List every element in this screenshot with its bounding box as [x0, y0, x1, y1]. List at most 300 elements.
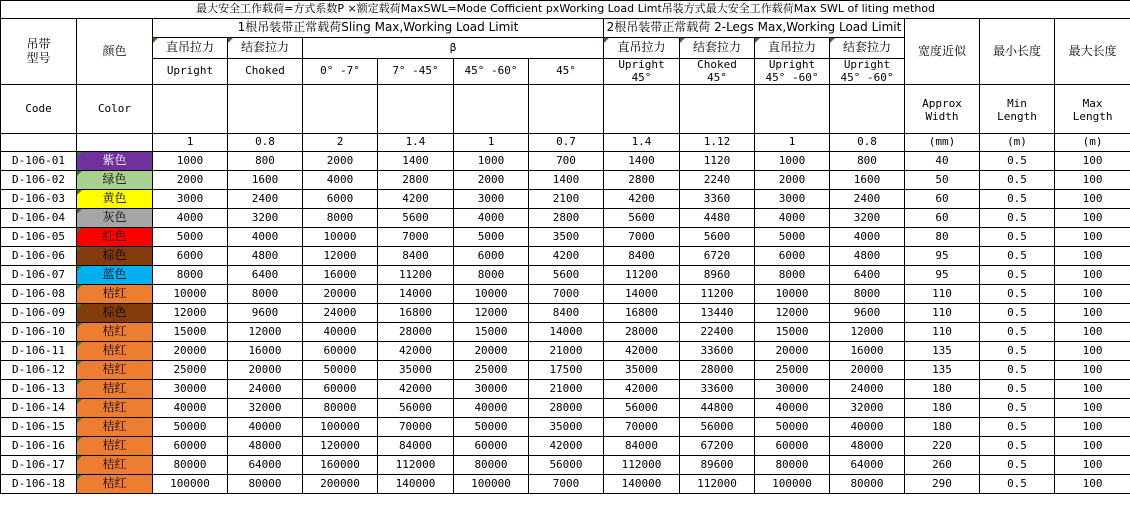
width-cell: 60: [905, 190, 980, 209]
color-swatch-cell: 桔红: [77, 361, 153, 380]
load-value-cell: 7000: [604, 228, 680, 247]
color-swatch-cell: 黄色: [77, 190, 153, 209]
load-value-cell: 20000: [830, 361, 905, 380]
table-row: [1, 437, 1130, 456]
load-value-cell: 24000: [228, 380, 303, 399]
load-value-cell: 56000: [680, 418, 755, 437]
load-value-cell: 112000: [680, 475, 755, 494]
width-cell: 110: [905, 323, 980, 342]
min-length-cell: 0.5: [980, 247, 1055, 266]
max-length-cell: 100: [1055, 266, 1130, 285]
load-value-cell: 80000: [303, 399, 378, 418]
load-value-cell: 4800: [228, 247, 303, 266]
table-row: [1, 266, 1130, 285]
load-value-cell: 80000: [153, 456, 228, 475]
double-choked-header-cn: 结套拉力: [680, 38, 755, 59]
max-length-cell: 100: [1055, 247, 1130, 266]
load-value-cell: 2000: [454, 171, 529, 190]
load-value-cell: 8400: [529, 304, 604, 323]
load-value-cell: 8000: [454, 266, 529, 285]
table-row: [1, 152, 1130, 171]
load-value-cell: 30000: [153, 380, 228, 399]
empty-header-cell: [303, 85, 378, 134]
load-value-cell: 1120: [680, 152, 755, 171]
load-value-cell: 6400: [228, 266, 303, 285]
min-length-cell: 0.5: [980, 209, 1055, 228]
width-cell: 180: [905, 399, 980, 418]
load-value-cell: 42000: [378, 342, 454, 361]
empty-header-cell: [755, 85, 830, 134]
double-choked2-header-cn: 结套拉力: [830, 38, 905, 59]
factor-cell: 1: [755, 134, 830, 152]
load-value-cell: 5600: [378, 209, 454, 228]
load-value-cell: 40000: [303, 323, 378, 342]
empty-header-cell: [604, 85, 680, 134]
load-value-cell: 2800: [529, 209, 604, 228]
single-upright-header-cn: 直吊拉力: [153, 38, 228, 59]
load-value-cell: 112000: [378, 456, 454, 475]
code-cell: D-106-17: [1, 456, 77, 475]
load-value-cell: 3500: [529, 228, 604, 247]
load-value-cell: 5000: [755, 228, 830, 247]
max-length-cell: 100: [1055, 437, 1130, 456]
table-row: [1, 361, 1130, 380]
load-value-cell: 100000: [153, 475, 228, 494]
load-value-cell: 4200: [378, 190, 454, 209]
load-value-cell: 21000: [529, 380, 604, 399]
color-swatch-cell: 蓝色: [77, 266, 153, 285]
load-value-cell: 56000: [604, 399, 680, 418]
unit-cell: (m): [980, 134, 1055, 152]
width-cell: 180: [905, 418, 980, 437]
min-length-cell: 0.5: [980, 437, 1055, 456]
single-choked-header-en: Choked: [228, 59, 303, 85]
table-row: [1, 475, 1130, 494]
load-value-cell: 4000: [303, 171, 378, 190]
load-value-cell: 42000: [604, 380, 680, 399]
load-value-cell: 50000: [303, 361, 378, 380]
load-value-cell: 100000: [303, 418, 378, 437]
load-value-cell: 16000: [830, 342, 905, 361]
load-value-cell: 6000: [454, 247, 529, 266]
load-value-cell: 10000: [303, 228, 378, 247]
load-value-cell: 112000: [604, 456, 680, 475]
load-value-cell: 8000: [755, 266, 830, 285]
title-row: [1, 1, 1130, 19]
load-value-cell: 15000: [755, 323, 830, 342]
load-value-cell: 2800: [604, 171, 680, 190]
load-value-cell: 60000: [303, 380, 378, 399]
load-value-cell: 80000: [755, 456, 830, 475]
max-length-cell: 100: [1055, 152, 1130, 171]
load-value-cell: 2240: [680, 171, 755, 190]
load-value-cell: 28000: [378, 323, 454, 342]
table-row: [1, 323, 1130, 342]
load-value-cell: 10000: [153, 285, 228, 304]
min-length-cell: 0.5: [980, 475, 1055, 494]
factor-cell: 1.4: [378, 134, 454, 152]
width-cell: 220: [905, 437, 980, 456]
load-value-cell: 12000: [830, 323, 905, 342]
factor-cell: 0.7: [529, 134, 604, 152]
load-value-cell: 14000: [604, 285, 680, 304]
factor-cell: 1.4: [604, 134, 680, 152]
color-header-cn: 颜色: [77, 19, 153, 85]
load-value-cell: 6000: [153, 247, 228, 266]
code-cell: D-106-14: [1, 399, 77, 418]
load-value-cell: 1400: [529, 171, 604, 190]
table-row: [1, 399, 1130, 418]
load-value-cell: 11200: [378, 266, 454, 285]
min-length-cell: 0.5: [980, 418, 1055, 437]
width-cell: 110: [905, 304, 980, 323]
load-value-cell: 25000: [454, 361, 529, 380]
load-value-cell: 12000: [303, 247, 378, 266]
table-row: [1, 209, 1130, 228]
factor-cell: 0.8: [228, 134, 303, 152]
load-value-cell: 8000: [303, 209, 378, 228]
code-cell: D-106-01: [1, 152, 77, 171]
code-cell: D-106-08: [1, 285, 77, 304]
load-value-cell: 10000: [454, 285, 529, 304]
load-value-cell: 30000: [454, 380, 529, 399]
load-value-cell: 2000: [153, 171, 228, 190]
load-value-cell: 2000: [755, 171, 830, 190]
load-value-cell: 4000: [755, 209, 830, 228]
load-value-cell: 2400: [830, 190, 905, 209]
load-value-cell: 1600: [228, 171, 303, 190]
load-value-cell: 44800: [680, 399, 755, 418]
load-value-cell: 42000: [378, 380, 454, 399]
header-row-4: [1, 85, 1130, 134]
load-value-cell: 40000: [228, 418, 303, 437]
load-value-cell: 100000: [755, 475, 830, 494]
load-value-cell: 35000: [378, 361, 454, 380]
code-cell: D-106-18: [1, 475, 77, 494]
code-cell: D-106-06: [1, 247, 77, 266]
code-cell: D-106-04: [1, 209, 77, 228]
load-value-cell: 32000: [830, 399, 905, 418]
double-choked-header-en: Choked 45°: [680, 59, 755, 85]
load-value-cell: 3000: [755, 190, 830, 209]
color-swatch-cell: 桔红: [77, 342, 153, 361]
min-length-cell: 0.5: [980, 152, 1055, 171]
load-value-cell: 4000: [153, 209, 228, 228]
load-value-cell: 10000: [755, 285, 830, 304]
color-swatch-cell: 红色: [77, 228, 153, 247]
load-value-cell: 20000: [755, 342, 830, 361]
load-value-cell: 8000: [228, 285, 303, 304]
code-cell: D-106-13: [1, 380, 77, 399]
empty-factor-cell: [1, 134, 77, 152]
color-swatch-cell: 桔红: [77, 323, 153, 342]
min-length-cell: 0.5: [980, 380, 1055, 399]
double-choked2-header-en: Upright 45° -60°: [830, 59, 905, 85]
max-length-cell: 100: [1055, 399, 1130, 418]
load-value-cell: 800: [228, 152, 303, 171]
load-value-cell: 120000: [303, 437, 378, 456]
table-row: [1, 228, 1130, 247]
load-value-cell: 6000: [303, 190, 378, 209]
max-length-cell: 100: [1055, 228, 1130, 247]
load-value-cell: 100000: [454, 475, 529, 494]
table-row: [1, 456, 1130, 475]
color-swatch-cell: 桔红: [77, 456, 153, 475]
load-value-cell: 2000: [303, 152, 378, 171]
load-value-cell: 28000: [604, 323, 680, 342]
empty-header-cell: [529, 85, 604, 134]
code-cell: D-106-12: [1, 361, 77, 380]
double-upright-header-en: Upright 45°: [604, 59, 680, 85]
width-header-en: Approx Width: [905, 85, 980, 134]
load-value-cell: 5600: [680, 228, 755, 247]
color-swatch-cell: 桔红: [77, 475, 153, 494]
min-length-header-en: Min Length: [980, 85, 1055, 134]
load-value-cell: 80000: [830, 475, 905, 494]
load-value-cell: 1000: [454, 152, 529, 171]
two-legs-group-header: 2根吊装带正常载荷 2-Legs Max,Working Load Limit: [604, 19, 905, 38]
width-cell: 80: [905, 228, 980, 247]
max-length-cell: 100: [1055, 190, 1130, 209]
load-value-cell: 22400: [680, 323, 755, 342]
max-length-cell: 100: [1055, 475, 1130, 494]
width-cell: 290: [905, 475, 980, 494]
load-value-cell: 5600: [529, 266, 604, 285]
load-value-cell: 25000: [153, 361, 228, 380]
max-length-header-en: Max Length: [1055, 85, 1130, 134]
double-upright2-header-cn: 直吊拉力: [755, 38, 830, 59]
load-value-cell: 60000: [303, 342, 378, 361]
load-value-cell: 28000: [529, 399, 604, 418]
width-cell: 95: [905, 266, 980, 285]
width-cell: 110: [905, 285, 980, 304]
color-swatch-cell: 灰色: [77, 209, 153, 228]
header-row-1: [1, 19, 1130, 38]
model-header-cn: 吊带 型号: [1, 19, 77, 85]
load-value-cell: 50000: [454, 418, 529, 437]
load-value-cell: 140000: [378, 475, 454, 494]
load-value-cell: 8400: [604, 247, 680, 266]
load-value-cell: 8400: [378, 247, 454, 266]
color-swatch-cell: 桔红: [77, 399, 153, 418]
load-value-cell: 8960: [680, 266, 755, 285]
load-value-cell: 12000: [153, 304, 228, 323]
load-value-cell: 4200: [604, 190, 680, 209]
load-value-cell: 6000: [755, 247, 830, 266]
factor-row: [1, 134, 1130, 152]
beta-header: β: [303, 38, 604, 59]
table-row: [1, 190, 1130, 209]
width-cell: 260: [905, 456, 980, 475]
load-value-cell: 70000: [604, 418, 680, 437]
min-length-cell: 0.5: [980, 228, 1055, 247]
max-length-cell: 100: [1055, 342, 1130, 361]
load-value-cell: 25000: [755, 361, 830, 380]
load-value-cell: 60000: [755, 437, 830, 456]
color-swatch-cell: 桔红: [77, 437, 153, 456]
load-value-cell: 1000: [153, 152, 228, 171]
load-value-cell: 7000: [529, 285, 604, 304]
color-swatch-cell: 桔红: [77, 418, 153, 437]
double-upright-header-cn: 直吊拉力: [604, 38, 680, 59]
load-value-cell: 8000: [830, 285, 905, 304]
load-value-cell: 12000: [454, 304, 529, 323]
min-length-cell: 0.5: [980, 361, 1055, 380]
load-value-cell: 11200: [604, 266, 680, 285]
load-value-cell: 800: [830, 152, 905, 171]
load-value-cell: 20000: [454, 342, 529, 361]
max-length-cell: 100: [1055, 361, 1130, 380]
load-value-cell: 1400: [378, 152, 454, 171]
load-value-cell: 12000: [228, 323, 303, 342]
code-cell: D-106-10: [1, 323, 77, 342]
max-length-cell: 100: [1055, 380, 1130, 399]
empty-header-cell: [454, 85, 529, 134]
code-header-en: Code: [1, 85, 77, 134]
load-value-cell: 20000: [303, 285, 378, 304]
load-value-cell: 5000: [153, 228, 228, 247]
color-swatch-cell: 紫色: [77, 152, 153, 171]
load-value-cell: 5000: [454, 228, 529, 247]
load-value-cell: 2100: [529, 190, 604, 209]
load-value-cell: 33600: [680, 342, 755, 361]
load-value-cell: 9600: [830, 304, 905, 323]
load-value-cell: 11200: [680, 285, 755, 304]
load-value-cell: 700: [529, 152, 604, 171]
table-row: [1, 247, 1130, 266]
max-length-cell: 100: [1055, 171, 1130, 190]
width-cell: 50: [905, 171, 980, 190]
load-value-cell: 84000: [378, 437, 454, 456]
load-value-cell: 28000: [680, 361, 755, 380]
code-cell: D-106-16: [1, 437, 77, 456]
load-value-cell: 13440: [680, 304, 755, 323]
width-cell: 40: [905, 152, 980, 171]
load-value-cell: 48000: [830, 437, 905, 456]
load-value-cell: 30000: [755, 380, 830, 399]
load-value-cell: 6720: [680, 247, 755, 266]
load-value-cell: 80000: [228, 475, 303, 494]
load-value-cell: 1600: [830, 171, 905, 190]
double-upright2-header-en: Upright 45° -60°: [755, 59, 830, 85]
load-value-cell: 67200: [680, 437, 755, 456]
load-value-cell: 4480: [680, 209, 755, 228]
load-value-cell: 12000: [755, 304, 830, 323]
load-value-cell: 16800: [378, 304, 454, 323]
load-value-cell: 140000: [604, 475, 680, 494]
max-length-cell: 100: [1055, 456, 1130, 475]
color-swatch-cell: 桔红: [77, 380, 153, 399]
load-value-cell: 3200: [830, 209, 905, 228]
code-cell: D-106-05: [1, 228, 77, 247]
color-header-en: Color: [77, 85, 153, 134]
angle-header-2: 7° -45°: [378, 59, 454, 85]
load-value-cell: 21000: [529, 342, 604, 361]
table-body: [1, 1, 1130, 494]
load-value-cell: 16800: [604, 304, 680, 323]
factor-cell: 0.8: [830, 134, 905, 152]
factor-cell: 1.12: [680, 134, 755, 152]
load-value-cell: 70000: [378, 418, 454, 437]
width-cell: 180: [905, 380, 980, 399]
load-value-cell: 15000: [153, 323, 228, 342]
max-length-cell: 100: [1055, 304, 1130, 323]
width-cell: 60: [905, 209, 980, 228]
empty-factor-cell: [77, 134, 153, 152]
max-length-cell: 100: [1055, 285, 1130, 304]
load-value-cell: 40000: [454, 399, 529, 418]
factor-cell: 2: [303, 134, 378, 152]
load-value-cell: 6400: [830, 266, 905, 285]
min-length-cell: 0.5: [980, 190, 1055, 209]
single-sling-group-header: 1根吊装带正常载荷Sling Max,Working Load Limit: [153, 19, 604, 38]
load-value-cell: 14000: [529, 323, 604, 342]
load-value-cell: 56000: [529, 456, 604, 475]
unit-cell: (m): [1055, 134, 1130, 152]
table-row: [1, 418, 1130, 437]
load-value-cell: 35000: [529, 418, 604, 437]
load-value-cell: 40000: [755, 399, 830, 418]
min-length-cell: 0.5: [980, 342, 1055, 361]
code-cell: D-106-07: [1, 266, 77, 285]
min-length-cell: 0.5: [980, 285, 1055, 304]
table-row: [1, 380, 1130, 399]
width-cell: 95: [905, 247, 980, 266]
load-value-cell: 5600: [604, 209, 680, 228]
load-value-cell: 84000: [604, 437, 680, 456]
color-swatch-cell: 桔红: [77, 285, 153, 304]
factor-cell: 1: [153, 134, 228, 152]
min-length-header-cn: 最小长度: [980, 19, 1055, 85]
load-value-cell: 1000: [755, 152, 830, 171]
min-length-cell: 0.5: [980, 171, 1055, 190]
code-cell: D-106-11: [1, 342, 77, 361]
color-swatch-cell: 棕色: [77, 247, 153, 266]
min-length-cell: 0.5: [980, 456, 1055, 475]
load-value-cell: 24000: [303, 304, 378, 323]
width-header-cn: 宽度近似: [905, 19, 980, 85]
min-length-cell: 0.5: [980, 266, 1055, 285]
empty-header-cell: [680, 85, 755, 134]
load-value-cell: 17500: [529, 361, 604, 380]
load-value-cell: 40000: [153, 399, 228, 418]
table-row: [1, 171, 1130, 190]
load-value-cell: 50000: [153, 418, 228, 437]
load-value-cell: 33600: [680, 380, 755, 399]
load-value-cell: 7000: [378, 228, 454, 247]
load-value-cell: 16000: [228, 342, 303, 361]
load-value-cell: 15000: [454, 323, 529, 342]
code-cell: D-106-02: [1, 171, 77, 190]
load-value-cell: 64000: [228, 456, 303, 475]
max-length-cell: 100: [1055, 323, 1130, 342]
load-value-cell: 40000: [830, 418, 905, 437]
angle-header-3: 45° -60°: [454, 59, 529, 85]
table-row: [1, 304, 1130, 323]
load-value-cell: 4000: [830, 228, 905, 247]
max-length-cell: 100: [1055, 209, 1130, 228]
load-value-cell: 4200: [529, 247, 604, 266]
width-cell: 135: [905, 342, 980, 361]
factor-cell: 1: [454, 134, 529, 152]
angle-header-4: 45°: [529, 59, 604, 85]
load-value-cell: 60000: [153, 437, 228, 456]
load-value-cell: 35000: [604, 361, 680, 380]
load-value-cell: 3360: [680, 190, 755, 209]
empty-header-cell: [153, 85, 228, 134]
load-value-cell: 56000: [378, 399, 454, 418]
load-value-cell: 24000: [830, 380, 905, 399]
